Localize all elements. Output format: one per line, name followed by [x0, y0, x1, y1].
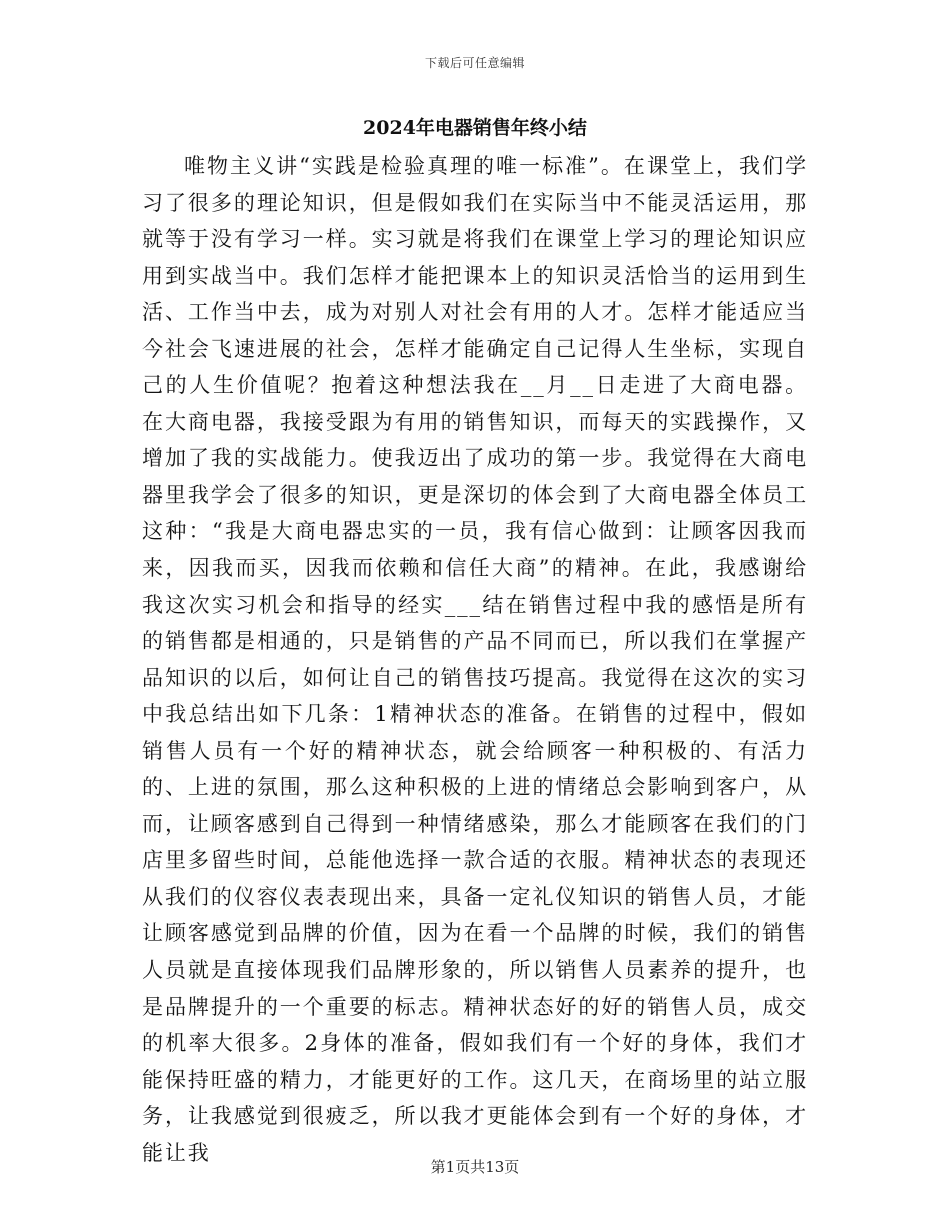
page-footer: 第1页共13页: [430, 1158, 520, 1176]
header-note: 下载后可任意编辑: [424, 56, 525, 70]
document-title: 2024年电器销售年终小结: [363, 117, 587, 139]
body-paragraph: 唯物主义讲“实践是检验真理的唯一标准”。在课堂上，我们学习了很多的理论知识，但是假如我们在实际当中不能灵活运用，那就等于没有学习一样。实习就是将我们在课堂上学习的理论知识应用到实战当中。我们怎样才能把课本上的知识灵活恰当的运用到生活、工作当中去，成为对别人对社会有用的人才。怎样才能适应当今社会飞速进展的社会，怎样才能确定自己记得人生坐标，实现自己的人生价值呢？抱着这种想法我在__月__日走进了大商电器。在大商电器，我接受跟为有用的销售知识，而每天的实践操作，又增加了我的实战能力。使我迈出了成功的第一步。我觉得在大商电器里我学会了很多的知识，更是深切的体会到了大商电器全体员工这种：“我是大商电器忠实的一员，我有信心做到：让顾客因我而来，因我而买，因我而依赖和信任大商”的精神。在此，我感谢给我这次实习机会和指导的经实___结在销售过程中我的感悟是所有的销售都是相通的，只是销售的产品不同而已，所以我们在掌握产品知识的以后，如何让自己的销售技巧提高。我觉得在这次的实习中我总结出如下几条：1精神状态的准备。在销售的过程中，假如销售人员有一个好的精神状态，就会给顾客一种积极的、有活力的、上进的氛围，那么这种积极的上进的情绪总会影响到客户，从而，让顾客感到自己得到一种情绪感染，那么才能顾客在我们的门店里多留些时间，总能他选择一款合适的衣服。精神状态的表现还从我们的仪容仪表表现出来，具备一定礼仪知识的销售人员，才能让顾客感觉到品牌的价值，因为在看一个品牌的时候，我们的销售人员就是直接体现我们品牌形象的，所以销售人员素养的提升，也是品牌提升的一个重要的标志。精神状态好的好的销售人员，成交的机率大很多。2身体的准备，假如我们有一个好的身体，我们才能保持旺盛的精力，才能更好的工作。这几天，在商场里的站立服务，让我感觉到很疲乏，所以我才更能体会到有一个好的身体，才能让我: [142, 154, 808, 1165]
